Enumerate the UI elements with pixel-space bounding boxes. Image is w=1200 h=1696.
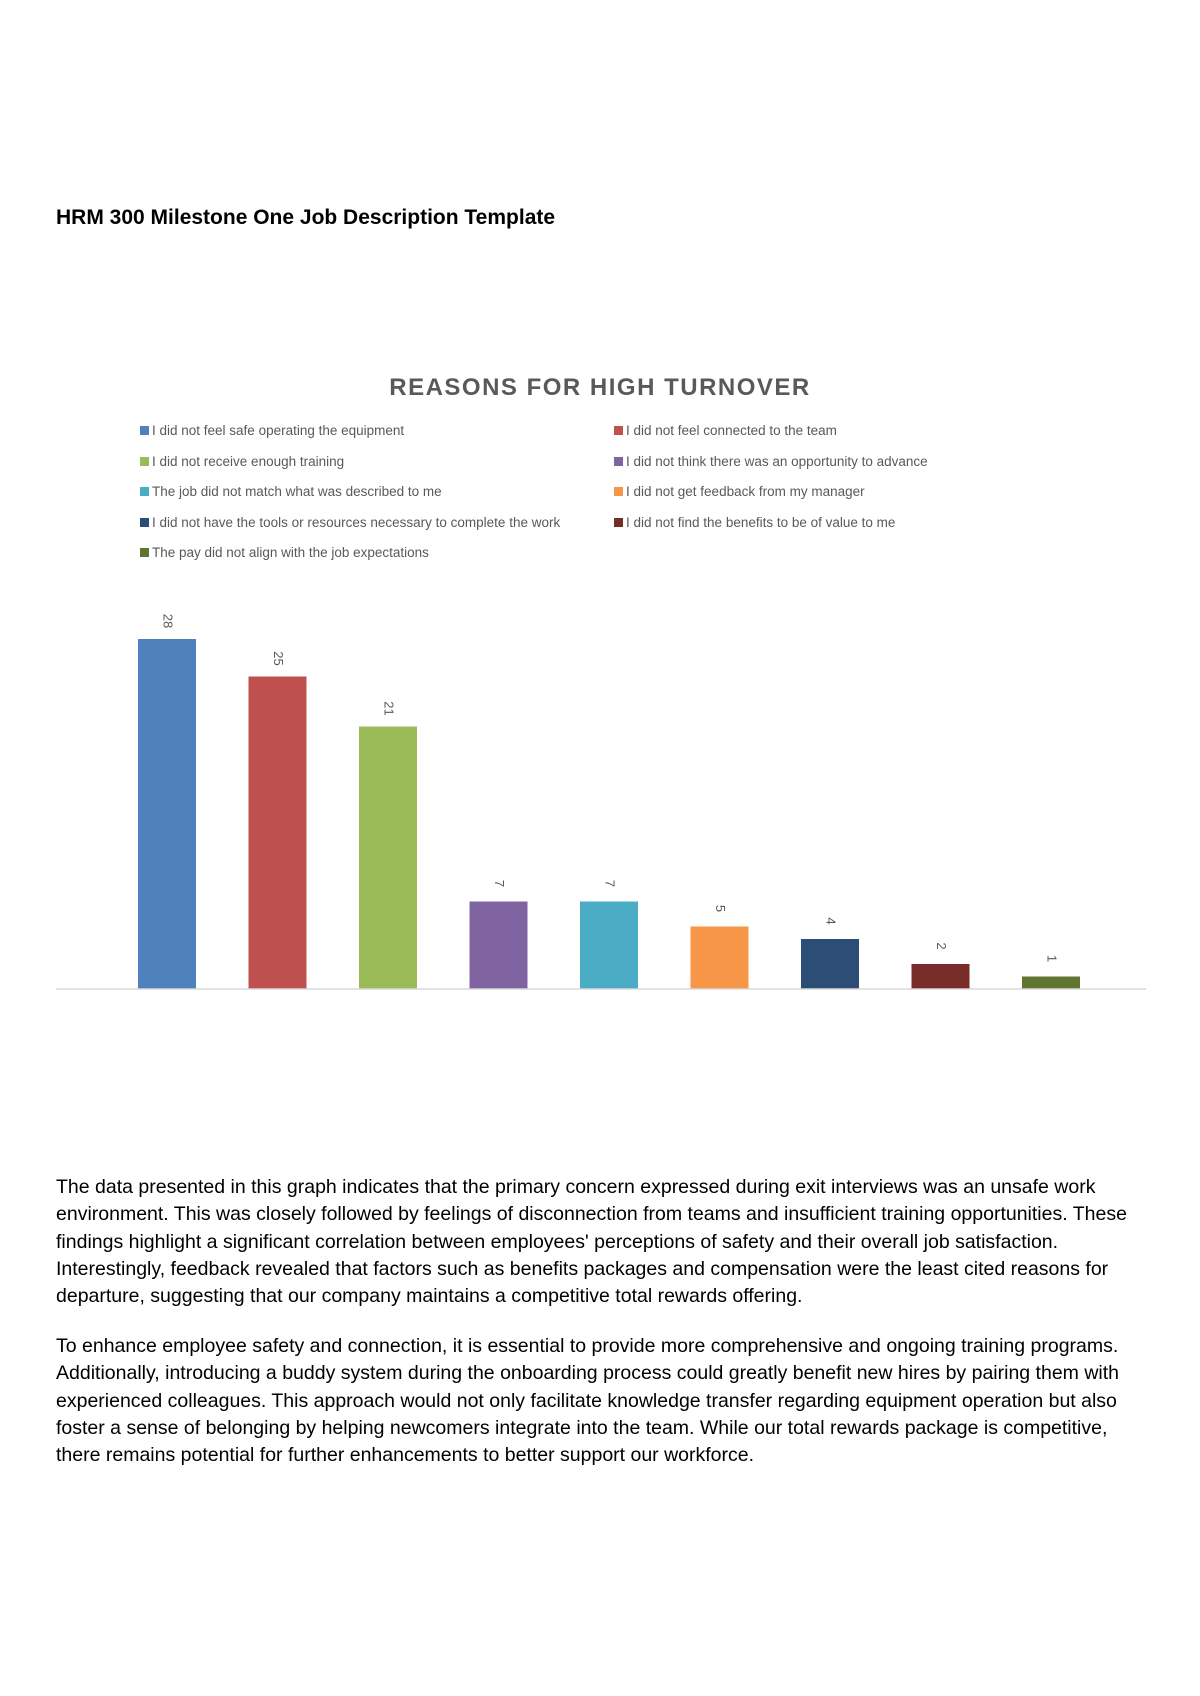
bar [801,939,859,989]
legend-swatch [140,426,149,435]
legend-swatch [614,518,623,527]
legend-item [140,545,429,560]
bar [470,902,528,990]
legend-row [140,515,1000,546]
legend-item [614,515,895,530]
bar-data-label: 28 [160,613,176,629]
bar-data-label: 25 [271,651,287,666]
legend-label: I did not get feedback from my manager [626,484,865,499]
bar-group [138,614,1080,989]
legend-label: I did not feel safe operating the equipment [152,423,405,438]
bar-data-label: 7 [492,879,508,888]
legend-label: I did not receive enough training [152,453,345,469]
recommendation-paragraph [56,1333,1156,1469]
bar-data-label: 7 [602,879,618,888]
analysis-paragraph [56,1174,1156,1310]
bar [249,677,307,990]
legend-label: I did not feel connected to the team [626,423,837,438]
legend-swatch [614,426,623,435]
legend-row [140,484,1000,515]
bar-chart [0,600,1200,1000]
legend-swatch [614,457,623,466]
legend-item [140,423,404,438]
legend-row [140,454,1000,485]
bar-data-label: 5 [713,904,729,913]
legend-label: The pay did not align with the job expectations [152,545,429,560]
bar-data-label: 21 [381,701,397,716]
chart-title: REASONS FOR HIGH TURNOVER [389,374,811,401]
legend-item [140,484,442,499]
bar-data-label: 2 [934,942,950,950]
bar [359,727,417,990]
legend-swatch [140,518,149,527]
legend-label: The job did not match what was described to me [152,484,442,499]
bar-data-label: 4 [823,917,839,925]
legend-label: I did not find the benefits to be of value to me [626,514,896,530]
bar-data-label: 1 [1044,954,1060,963]
bar [912,964,970,989]
bar [580,902,638,990]
legend-label: I did not have the tools or resources necessary to complete the work [152,514,561,530]
legend-swatch [140,487,149,496]
legend-item [614,423,837,438]
legend-swatch [614,487,623,496]
legend-row [140,423,1000,454]
legend-label: I did not think there was an opportunity to advance [626,453,928,469]
legend-item [614,484,865,499]
legend-swatch [140,548,149,557]
legend-row [140,545,1000,576]
legend-item [140,515,560,530]
bar [1022,977,1080,990]
document-title: HRM 300 Milestone One Job Description Template [56,206,556,229]
legend-item [140,454,344,469]
chart-legend [140,423,1000,576]
paragraph-text: To enhance employee safety and connection, it is essential to provide more comprehensive and ongoing training programs. Additionally, introducing a buddy system during the onboarding process could greatly benefit new hires by pairing them with experienced colleagues. This approach would not only facilitate knowledge transfer regarding equipment operation but also foster a sense of belonging by helping newcomers integrate into the team. While our total rewards package is competitive, there remains potential for further enhancements to better support our workforce. [56,1335,1119,1467]
legend-item [614,454,928,469]
paragraph-text: The data presented in this graph indicates that the primary concern expressed during exit interviews was an unsafe work environment. This was closely followed by feelings of disconnection from teams and insufficient training opportunities. These findings highlight a significant correlation between employees' perceptions of safety and their overall job satisfaction. Interestingly, feedback revealed that factors such as benefits packages and compensation were the least cited reasons for departure, suggesting that our company maintains a competitive total rewards offering. [56,1176,1127,1308]
legend-swatch [140,457,149,466]
bar [138,639,196,989]
bar [691,927,749,990]
